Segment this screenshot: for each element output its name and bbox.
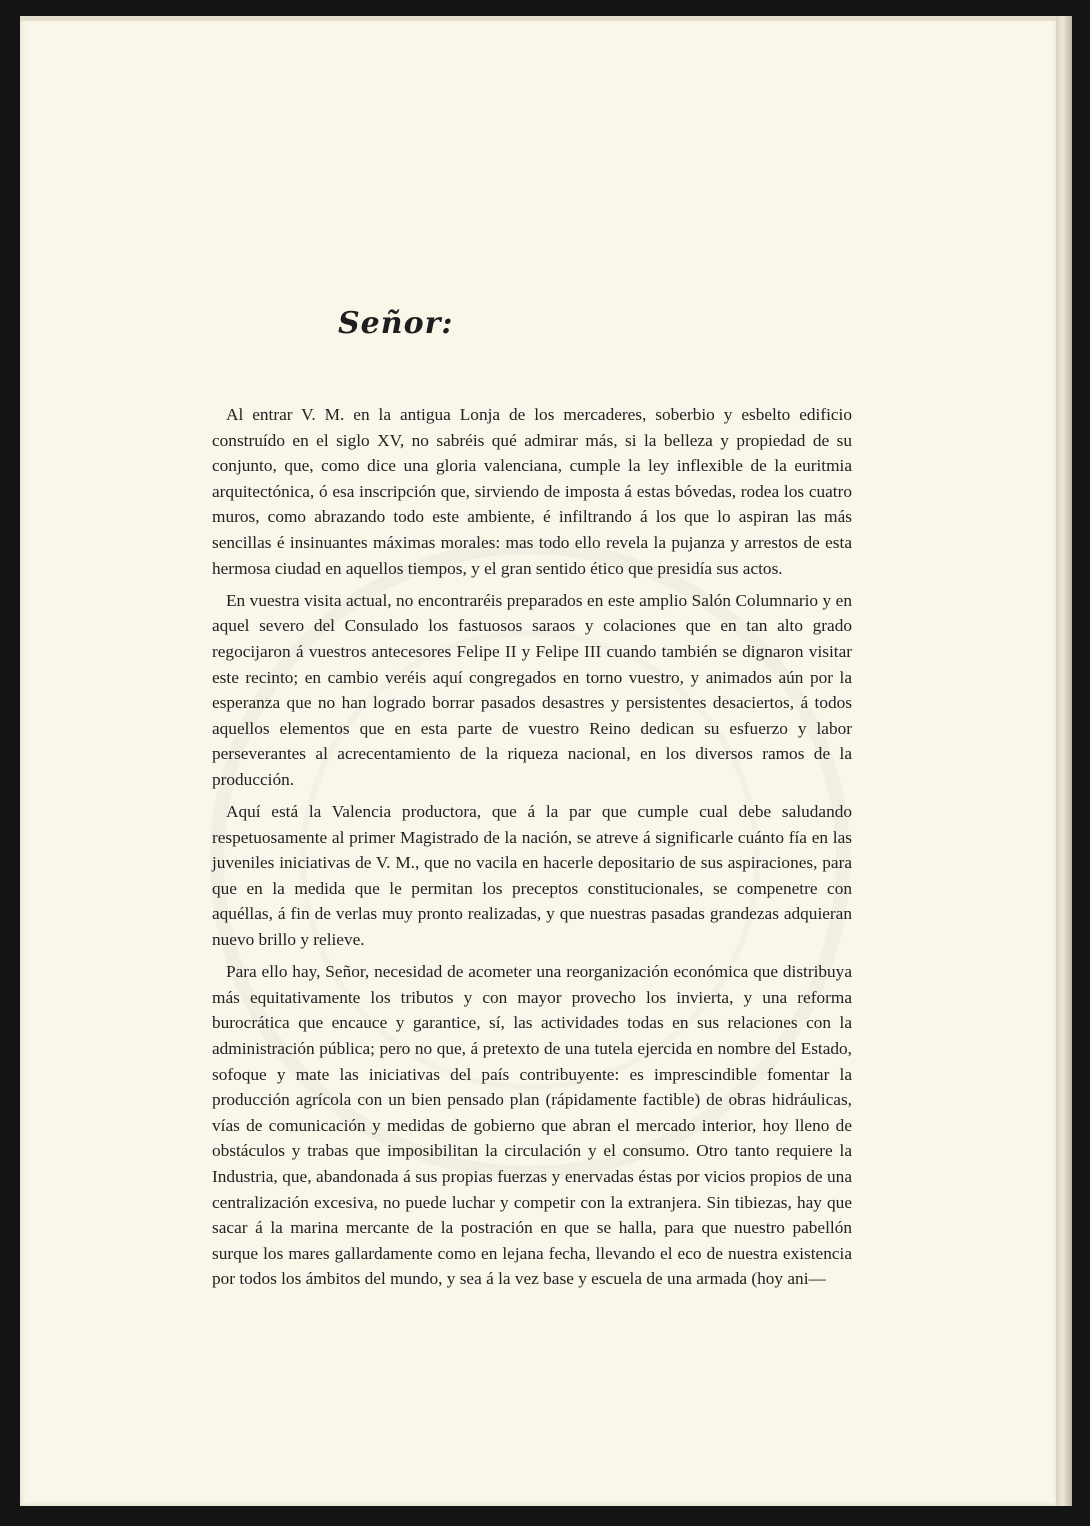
paragraph: Al entrar V. M. en la antigua Lonja de los mercaderes, soberbio y esbelto edificio construído en el siglo XV, no sabréis qué admirar más, si la belleza y propiedad de su conjunto, que, como dice una gloria valenciana, cumple la ley inflexible de la euritmia arquitectónica, ó esa inscripción que, sirviendo de imposta á estas bóvedas, rodea los cuatro muros, como abrazando todo este ambiente, é infiltrando á los que lo aspiran las más sencillas é insinuantes máximas morales: mas todo ello revela la pujanza y arrestos de esta hermosa ciudad en aquellos tiempos, y el gran sentido ético que presidía sus actos.: [212, 405, 852, 578]
paragraph: Para ello hay, Señor, necesidad de acometer una reorganización económica que distribuya más equitativamente los tributos y con mayor provecho los invierta, y una reforma burocrática que encauce y garantice, sí, las actividades todas en sus relaciones con la administración pública; pero no que, á pretexto de una tutela ejercida en nombre del Estado, sofoque y mate las iniciativas del país contribuyente: es imprescindible fomentar la producción agrícola con un bien pensado plan (rápidamente factible) de obras hidráulicas, vías de comunicación y medidas de gobierno que abran el mercado interior, hoy lleno de obstáculos y trabas que imposibilitan la circulación y el consumo. Otro tanto requiere la Industria, que, abandonada á sus propias fuerzas y enervadas éstas por vicios propios de una centralización excesiva, no puede luchar y competir con la extranjera. Sin tibiezas, hay que sacar á la marina mercante de la postración en que se halla, para que nuestro pabellón surque los mares gallardamente como en lejana fecha, llevando el eco de nuestra existencia por todos los ámbitos del mundo, y sea á la vez base y escuela de una armada (hoy ani—: [212, 962, 852, 1289]
paper-top-edge: [20, 16, 1072, 21]
paragraph: Aquí está la Valencia productora, que á la par que cumple cual debe saludando respetuosamente al primer Magistrado de la nación, se atreve á significarle cuánto fía en las juveniles iniciativas de V. M., que no vacila en hacerle depositario de sus aspiraciones, para que en la medida que le permitan los preceptos constitucionales, se compenetre con aquéllas, á fin de verlas muy pronto realizadas, y que nuestras pasadas grandezas adquieran nuevo brillo y relieve.: [212, 802, 852, 950]
salutation-heading: Señor:: [338, 306, 454, 341]
letter-body: [212, 402, 852, 1299]
paper-right-edge: [1056, 16, 1072, 1506]
paragraph: En vuestra visita actual, no encontraréis preparados en este amplio Salón Columnario y en aquel severo del Consulado los fastuosos saraos y colaciones que en tan alto grado regocijaron á vuestros antecesores Felipe II y Felipe III cuando también se dignaron visitar este recinto; en cambio veréis aquí congregados en torno vuestro, y animados aún por la esperanza que no han logrado borrar pasados desastres y persistentes desaciertos, á todos aquellos elementos que en esta parte de vuestro Reino dedican su esfuerzo y labor perseverantes al acrecentamiento de la riqueza nacional, en los diversos ramos de la producción.: [212, 590, 852, 789]
